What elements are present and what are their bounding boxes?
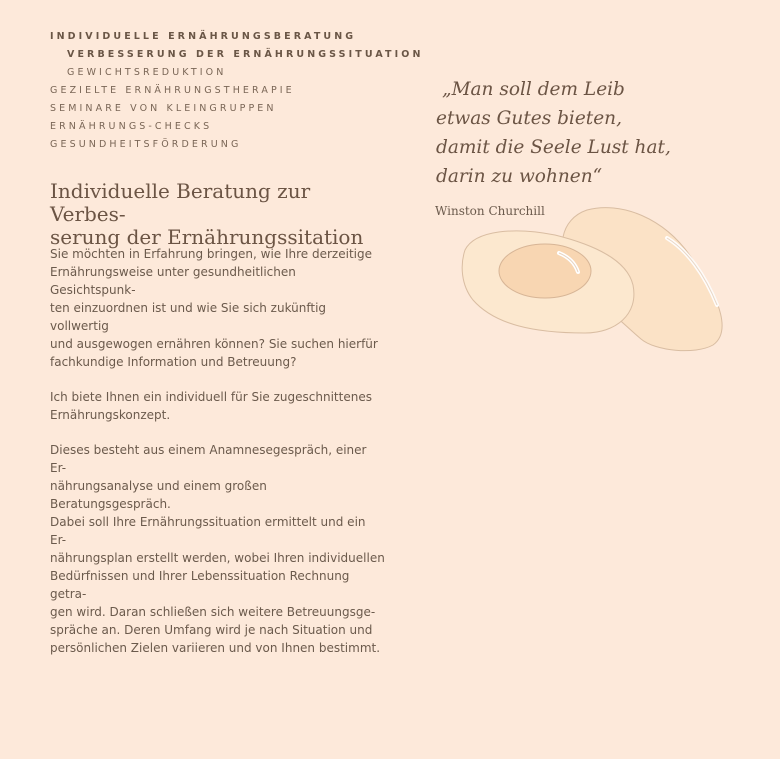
text-line: Ich biete Ihnen ein individuell für Sie zugeschnittenes <box>50 390 372 404</box>
page-title-line-2: serung der Ernährungssitation <box>50 225 364 249</box>
text-line: gen wird. Daran schließen sich weitere Betreuungsge- <box>50 605 376 619</box>
paragraph-intro <box>50 245 385 371</box>
page-title <box>50 180 390 249</box>
text-line: Bedürfnissen und Ihrer Lebenssituation Rechnung getra- <box>50 569 350 601</box>
quote-author: Winston Churchill <box>435 204 545 218</box>
sidebar-navigation <box>50 28 424 154</box>
text-line: spräche an. Deren Umfang wird je nach Situation und <box>50 623 373 637</box>
quote-line: damit die Seele Lust hat, <box>436 137 671 158</box>
quote <box>436 75 696 191</box>
text-line: Dabei soll Ihre Ernährungssituation ermittelt und ein Er- <box>50 515 366 547</box>
quote-line: darin zu wohnen“ <box>436 166 603 187</box>
text-line: Ernährungsweise unter gesundheitlichen Gesichtspunk- <box>50 265 296 297</box>
nav-item-gewichtsreduktion[interactable]: GEWICHTSREDUKTION <box>67 67 227 78</box>
quote-line: etwas Gutes bieten, <box>436 108 622 129</box>
avocado-illustration <box>455 205 735 370</box>
quote-line: „Man soll dem Leib <box>442 79 625 100</box>
text-line: Dieses besteht aus einem Anamnesegespräch, einer Er- <box>50 443 367 475</box>
text-line: persönlichen Zielen variieren und von Ihnen bestimmt. <box>50 641 381 655</box>
nav-item-gezielte-ernaehrungstherapie[interactable]: GEZIELTE ERNÄHRUNGSTHERAPIE <box>50 85 295 96</box>
nav-item-ernaehrungs-checks[interactable]: ERNÄHRUNGS-CHECKS <box>50 121 213 132</box>
text-line: Sie möchten in Erfahrung bringen, wie Ihre derzeitige <box>50 247 372 261</box>
paragraph-details <box>50 441 385 657</box>
text-line: ten einzuordnen ist und wie Sie sich zukünftig vollwertig <box>50 301 327 333</box>
text-line: Ernährungskonzept. <box>50 408 171 422</box>
nav-item-verbesserung-der-ernaehrungssituation[interactable]: VERBESSERUNG DER ERNÄHRUNGSSITUATION <box>67 49 424 60</box>
text-line: nährungsanalyse und einem großen Beratungsgespräch. <box>50 479 267 511</box>
text-line: nährungsplan erstellt werden, wobei Ihren individuellen <box>50 551 385 565</box>
nav-item-individuelle-ernaehrungsberatung[interactable]: INDIVIDUELLE ERNÄHRUNGSBERATUNG <box>50 31 357 42</box>
text-line: fachkundige Information und Betreuung? <box>50 355 297 369</box>
paragraph-offer <box>50 388 385 424</box>
nav-item-gesundheitsfoerderung[interactable]: GESUNDHEITSFÖRDERUNG <box>50 139 242 150</box>
text-line: und ausgewogen ernähren können? Sie suchen hierfür <box>50 337 378 351</box>
nav-item-seminare-von-kleingruppen[interactable]: SEMINARE VON KLEINGRUPPEN <box>50 103 277 114</box>
page-title-line-1: Individuelle Beratung zur Verbes- <box>50 179 311 226</box>
body-text <box>50 245 385 674</box>
